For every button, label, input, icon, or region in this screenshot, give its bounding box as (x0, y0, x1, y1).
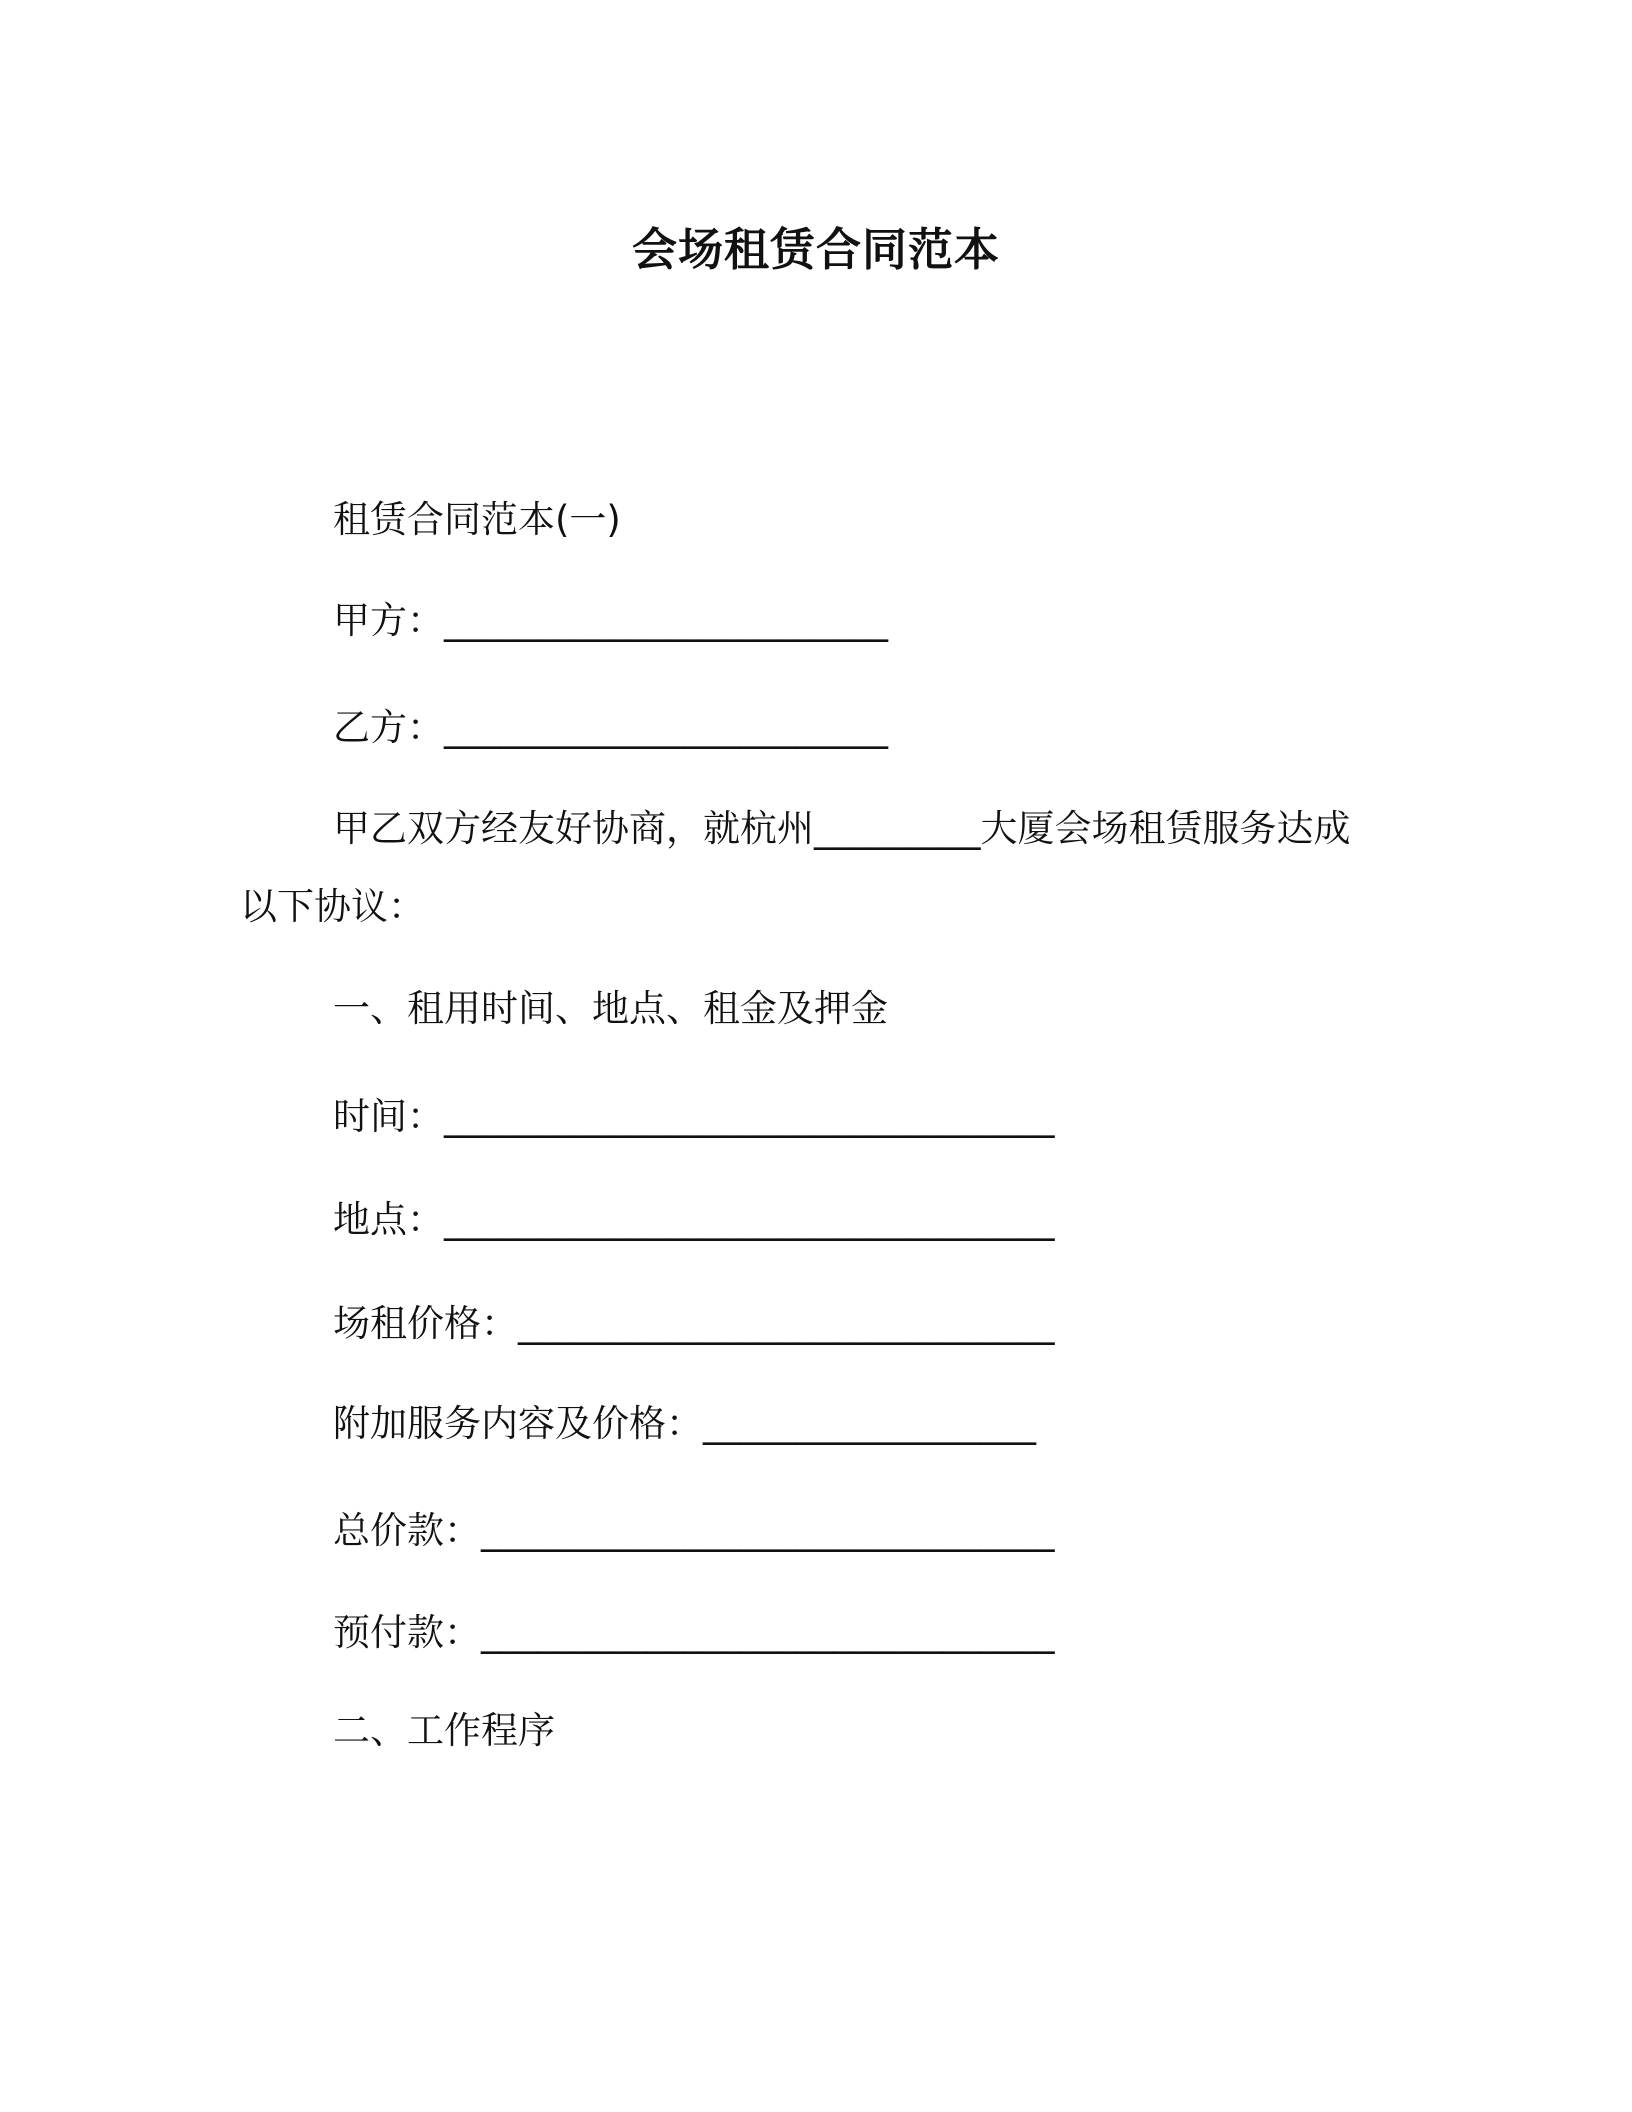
total-price-field-line: 总价款：_______________________________ (333, 1509, 1055, 1552)
intro-line-1: 甲乙双方经友好协商，就杭州_________大厦会场租赁服务达成 (333, 807, 1351, 850)
party-b-line: 乙方：________________________ (333, 706, 888, 749)
location-field-line: 地点：_________________________________ (333, 1198, 1055, 1241)
venue-price-field-line: 场租价格：_____________________________ (333, 1302, 1055, 1345)
party-a-line: 甲方：________________________ (333, 599, 888, 642)
intro-paragraph (240, 790, 1351, 946)
time-field-line: 时间：_________________________________ (333, 1095, 1055, 1138)
extra-services-field-line: 附加服务内容及价格：__________________ (333, 1402, 1036, 1445)
document-title: 会场租赁合同范本 (631, 223, 1000, 276)
section-1-heading: 一、租用时间、地点、租金及押金 (333, 987, 888, 1030)
contract-subtitle: 租赁合同范本(一) (333, 498, 621, 541)
intro-line-2: 以下协议： (240, 885, 425, 928)
section-2-heading: 二、工作程序 (333, 1709, 555, 1752)
prepayment-field-line: 预付款：_______________________________ (333, 1611, 1055, 1654)
